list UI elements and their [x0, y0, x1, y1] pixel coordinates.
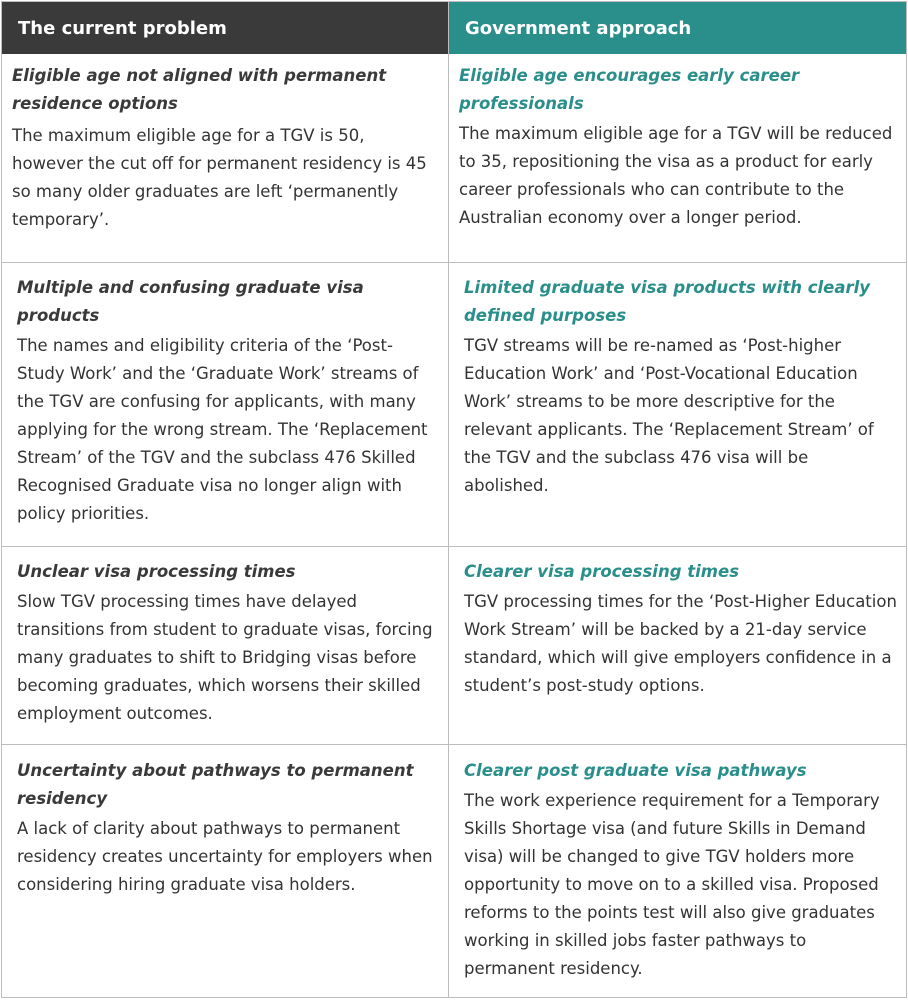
row-1-problem-cell	[12, 62, 438, 234]
row-divider	[2, 262, 906, 263]
column-divider	[448, 2, 449, 997]
row-4-problem-body: A lack of clarity about pathways to permanent residency creates uncertainty for employers when considering hiring graduate visa holders.	[17, 819, 433, 894]
row-4-approach-cell	[464, 757, 897, 983]
row-2-problem-body: The names and eligibility criteria of the ‘Post-Study Work’ and the ‘Graduate Work’ streams of the TGV are confusing for applicants, with many applying for the wrong stream. The ‘Replacement Stream’ of the TGV and the subclass 476 Skilled Recognised Graduate visa no longer align with policy priorities.	[17, 336, 428, 523]
row-2-approach-body: TGV streams will be re-named as ‘Post-higher Education Work’ and ‘Post-Vocational Education Work’ streams to be more descriptive for the relevant applicants. The ‘Replacement Stream’ of the TGV and the subclass 476 visa will be abolished.	[464, 336, 874, 495]
row-divider	[2, 546, 906, 547]
header-right-label: Government approach	[465, 18, 692, 39]
row-1-approach-body: The maximum eligible age for a TGV will be reduced to 35, repositioning the visa as a product for early career professionals who can contribute to the Australian economy over a longer period.	[459, 124, 893, 227]
row-1-approach-heading: Eligible age encourages early career professionals	[459, 66, 800, 113]
row-3-problem-heading: Unclear visa processing times	[17, 562, 296, 581]
row-divider	[2, 744, 906, 745]
row-2-problem-cell	[17, 274, 439, 528]
row-4-approach-heading: Clearer post graduate visa pathways	[464, 761, 807, 780]
comparison-table	[1, 1, 907, 998]
row-2-approach-cell	[464, 274, 897, 500]
row-3-approach-body: TGV processing times for the ‘Post-Higher Education Work Stream’ will be backed by a 21-day service standard, which will give employers confidence in a student’s post-study options.	[464, 592, 897, 695]
row-2-problem-heading: Multiple and confusing graduate visa products	[17, 278, 364, 325]
row-3-approach-heading: Clearer visa processing times	[464, 562, 740, 581]
header-government-approach	[449, 2, 906, 54]
row-2-approach-heading: Limited graduate visa products with clearly defined purposes	[464, 278, 871, 325]
row-3-approach-cell	[464, 558, 897, 700]
header-left-label: The current problem	[18, 18, 227, 39]
row-1-problem-heading: Eligible age not aligned with permanent residence options	[12, 66, 387, 113]
row-3-problem-body: Slow TGV processing times have delayed transitions from student to graduate visas, forcing many graduates to shift to Bridging visas before becoming graduates, which worsens their skilled employment outcomes.	[17, 592, 433, 723]
row-3-problem-cell	[17, 558, 439, 728]
row-1-approach-cell	[459, 62, 897, 232]
row-4-problem-cell	[17, 757, 439, 899]
row-4-approach-body: The work experience requirement for a Temporary Skills Shortage visa (and future Skills in Demand visa) will be changed to give TGV holders more opportunity to move on to a skilled visa. Proposed reforms to the points test will also give graduates working in skilled jobs faster pathways to permanent residency.	[464, 791, 880, 978]
row-4-problem-heading: Uncertainty about pathways to permanent residency	[17, 761, 414, 808]
row-1-problem-body: The maximum eligible age for a TGV is 50, however the cut off for permanent residency is 45 so many older graduates are left ‘permanently temporary’.	[12, 126, 427, 229]
header-current-problem	[2, 2, 448, 54]
